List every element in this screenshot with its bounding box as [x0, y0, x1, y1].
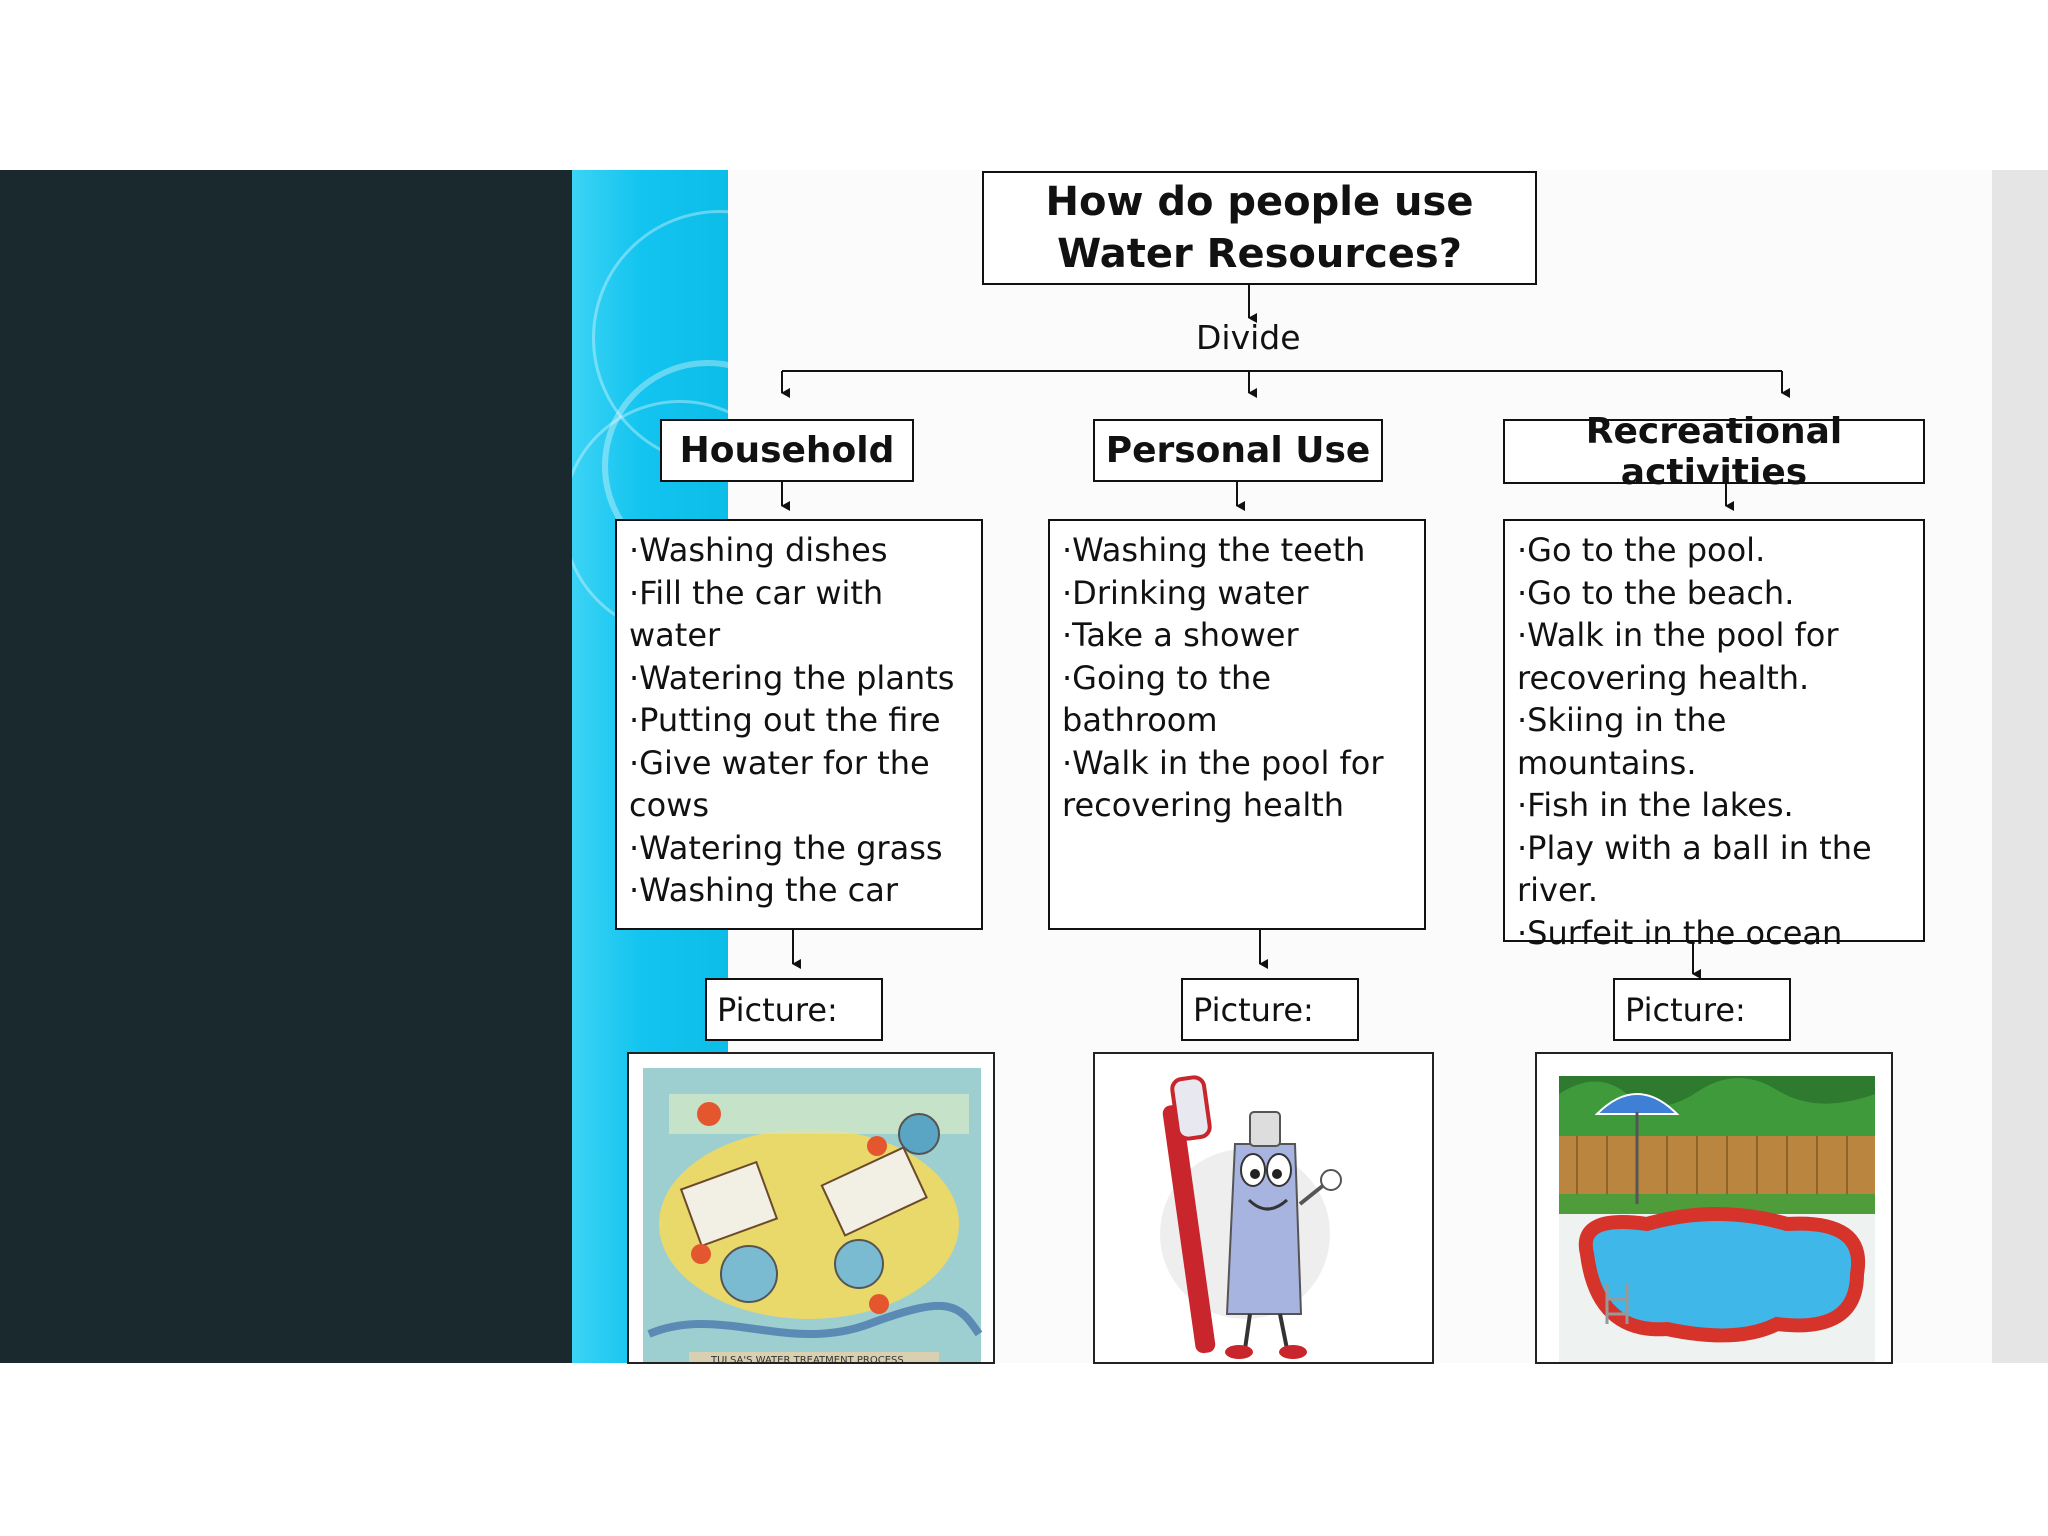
category-household: Household — [660, 419, 914, 482]
category-personal-use: Personal Use — [1093, 419, 1383, 482]
recreational-picture — [1535, 1052, 1893, 1364]
list-item: · Washing the teeth — [1062, 529, 1412, 572]
list-item: · Fill the car with water — [629, 572, 969, 657]
list-item: · Going to the bathroom — [1062, 657, 1412, 742]
household-uses-list — [615, 519, 983, 930]
personal-use-list — [1048, 519, 1426, 930]
list-item: · Watering the grass — [629, 827, 969, 870]
water-treatment-illustration-icon — [629, 1054, 995, 1364]
list-item: · Washing the car — [629, 869, 969, 912]
list-item: · Walk in the pool for recovering health — [1062, 742, 1412, 827]
household-picture-label: Picture: — [705, 978, 883, 1041]
list-item: · Walk in the pool for recovering health. — [1517, 614, 1911, 699]
list-item: · Go to the beach. — [1517, 572, 1911, 615]
household-picture — [627, 1052, 995, 1364]
divide-label: Divide — [1196, 318, 1301, 357]
list-item: · Watering the plants — [629, 657, 969, 700]
toothbrush-and-toothpaste-cartoon-icon — [1095, 1054, 1434, 1364]
backyard-swimming-pool-clipart-icon — [1537, 1054, 1893, 1364]
list-item: · Give water for the cows — [629, 742, 969, 827]
list-item: · Skiing in the mountains. — [1517, 699, 1911, 784]
category-recreational-activities: Recreational activities — [1503, 419, 1925, 484]
list-item: · Putting out the fire — [629, 699, 969, 742]
list-item: · Fish in the lakes. — [1517, 784, 1911, 827]
picture-caption: TULSA'S WATER TREATMENT PROCESS — [711, 1355, 904, 1364]
list-item: · Drinking water — [1062, 572, 1412, 615]
personal-use-picture-label: Picture: — [1181, 978, 1359, 1041]
list-item: · Play with a ball in the river. — [1517, 827, 1911, 912]
recreational-activities-list — [1503, 519, 1925, 952]
recreational-picture-label: Picture: — [1613, 978, 1791, 1041]
list-item: · Washing dishes — [629, 529, 969, 572]
diagram-title-box: How do people use Water Resources? — [982, 171, 1537, 285]
list-item: · Surfeit in the ocean — [1517, 912, 1911, 955]
list-item: · Go to the pool. — [1517, 529, 1911, 572]
personal-use-picture — [1093, 1052, 1434, 1364]
list-item: · Take a shower — [1062, 614, 1412, 657]
